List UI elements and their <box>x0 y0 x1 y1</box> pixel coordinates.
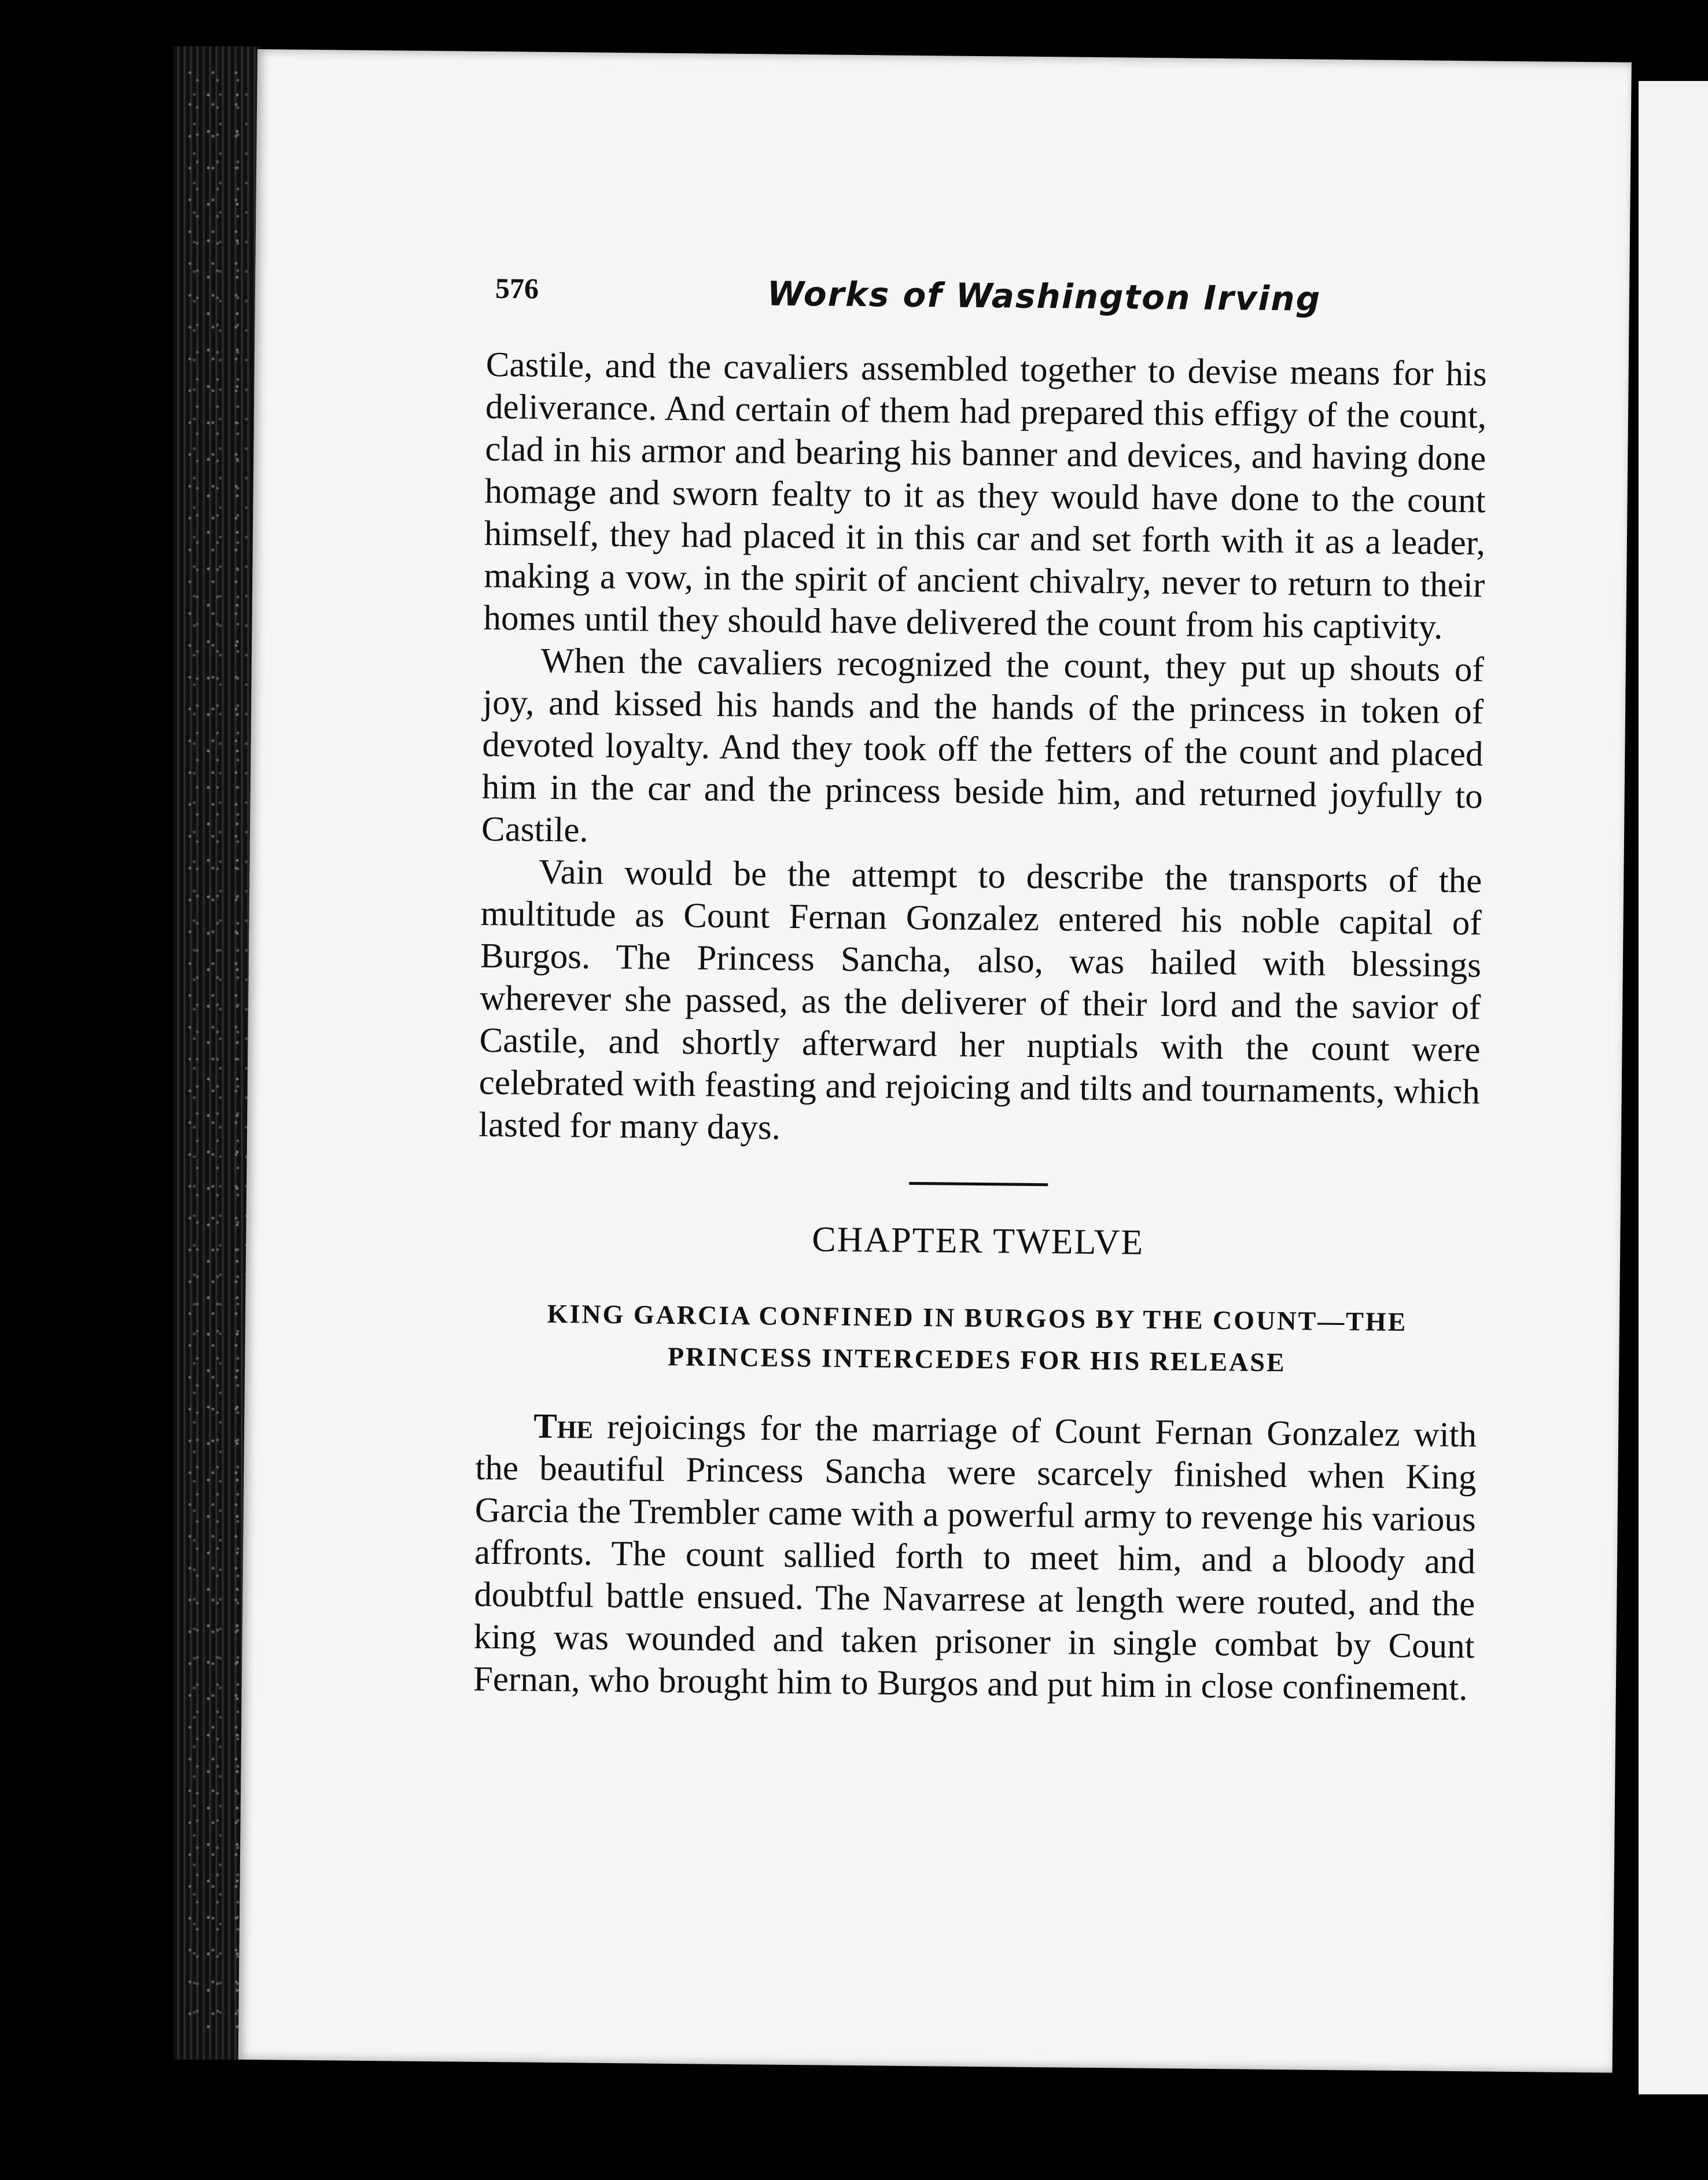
paragraph-continuation: Castile, and the cavaliers assembled together to devise means for his deliverance. And certain of them had prepared this effigy of the count, clad in his armor and bearing his banner and devices, and having done homage and sworn fealty to it as they would have done to the count himself, they had placed it in this car and set forth with it as a leader, making a vow, in the spirit of ancient chivalry, never to return to their homes until they should have delivered the count from his captivity. <box>483 345 1488 647</box>
running-title: Works of Washington Irving <box>767 274 1322 319</box>
book-edge-speckle <box>185 69 249 2037</box>
paragraph-burgos: Vain would be the attempt to describe the transports of the multitude as Count Fernan Gonzalez entered his noble capital of Burgos. The Princess Sancha, also, was hailed with blessings wherever she passed, as the deliverer of their lord and the savior of Castile, and shortly afterward her nuptials with the count were celebrated with feasting and rejoicing and tilts and tournaments, which lasted for many days. <box>478 852 1482 1147</box>
page-number: 576 <box>495 271 539 305</box>
facing-page <box>1630 81 1708 2094</box>
book-page <box>238 49 1632 2073</box>
chapter-heading: CHAPTER TWELVE <box>811 1220 1144 1262</box>
running-head <box>495 271 1479 327</box>
paragraph-cavaliers: When the cavaliers recognized the count, they put up shouts of joy, and kissed his hands and the hands of the princess in token of devoted loyalty. And they took off the fetters of the count and placed him in the car and the princess beside him, and returned joyfully to Castile. <box>481 641 1485 850</box>
lead-word: The <box>533 1406 594 1446</box>
body-text <box>473 344 1487 1710</box>
chapter-opening-paragraph <box>473 1405 1477 1710</box>
opening-text: rejoicings for the marriage of Count Fernan Gonzalez with the beautiful Princess Sancha were scarcely finished when King Garcia the Trembler came with a powerful army to revenge his various affronts. The count sallied forth to meet him, and a bloody and doubtful battle ensued. The Navarrese at length were routed, and the king was wounded and taken prisoner in single combat by Count Fernan, who brought him to Burgos and put him in close confinement. <box>473 1407 1477 1708</box>
chapter-subtitle: KING GARCIA CONFINED IN BURGOS BY THE COUNT—THE PRINCESS INTERCEDES FOR HIS RELEASE <box>547 1298 1408 1378</box>
section-divider <box>909 1182 1048 1186</box>
